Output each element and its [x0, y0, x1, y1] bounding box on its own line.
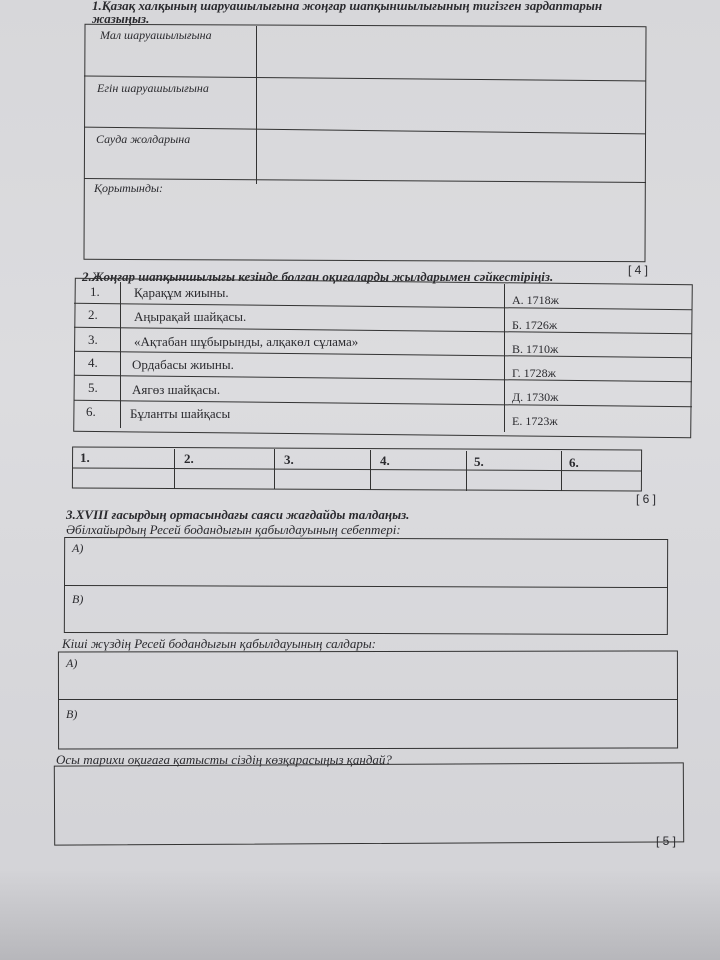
match-row-event: Бұланты шайқасы: [130, 406, 231, 421]
causes-row-b: В): [72, 592, 84, 606]
answer-header-5: 5.: [474, 454, 484, 469]
match-row-num: 4.: [88, 355, 98, 370]
answer-header-2: 2.: [184, 451, 194, 466]
section2-title: 2.Жоңғар шапқыншылығы кезінде болған оқиғаларды жылдарымен сәйкестіріңіз.: [82, 269, 554, 284]
section1-score: [ 4 ]: [628, 263, 649, 277]
match-row-num: 1.: [90, 284, 100, 299]
match-row-year: Е. 1723ж: [512, 414, 558, 428]
match-row-event: Қарақұм жиыны.: [134, 285, 229, 300]
section2-score: [ 6 ]: [636, 492, 657, 506]
row-label-livestock: Мал шаруашылығына: [100, 28, 212, 42]
question-opinion: Осы тарихи оқиғаға қатысты сіздің көзқарасыңыз қандай?: [56, 752, 392, 767]
section3-score: [ 5 ]: [656, 834, 677, 848]
opinion-answer-box: [54, 762, 684, 845]
row-label-agriculture: Егін шаруашылығына: [97, 81, 209, 95]
section3-title: 3.XVIII ғасырдың ортасындағы саяси жағдайды талдаңыз.: [66, 507, 410, 522]
question-consequences: Кіші жүздің Ресей бодандығын қабылдауының салдары:: [62, 636, 376, 651]
question-causes: Әбілхайырдың Ресей бодандығын қабылдауының себептері:: [66, 522, 401, 537]
match-row-event: «Ақтабан шұбырынды, алқакөл сұлама»: [134, 334, 359, 349]
match-row-year: В. 1710ж: [512, 342, 559, 356]
match-row-event: Аңырақай шайқасы.: [134, 309, 247, 324]
match-row-num: 3.: [88, 332, 98, 347]
causes-row-a: А): [72, 541, 84, 555]
match-row-year: Б. 1726ж: [512, 318, 558, 332]
section1-title: 1.Қазақ халқының шаруашылығына жоңғар шапқыншылығының тигізген зардаптарын: [92, 0, 603, 13]
match-row-num: 2.: [88, 307, 98, 322]
match-row-num: 6.: [86, 404, 96, 419]
match-row-year: Г. 1728ж: [512, 366, 556, 380]
page-shadow: [0, 870, 720, 960]
consequences-row-a: А): [66, 656, 78, 670]
answer-header-1: 1.: [80, 450, 90, 465]
match-row-year: А. 1718ж: [512, 293, 559, 307]
row-label-trade-routes: Сауда жолдарына: [96, 132, 191, 146]
answer-header-4: 4.: [380, 453, 390, 468]
match-row-event: Ордабасы жиыны.: [132, 357, 234, 372]
row-label-conclusion: Қорытынды:: [94, 181, 164, 195]
answer-header-6: 6.: [569, 455, 579, 470]
match-row-num: 5.: [88, 380, 98, 395]
match-row-event: Аягөз шайқасы.: [132, 382, 221, 397]
section1-title-cont: жазыңыз.: [92, 11, 150, 26]
match-row-year: Д. 1730ж: [512, 390, 559, 404]
consequences-row-b: В): [66, 707, 78, 721]
answer-header-3: 3.: [284, 452, 294, 467]
